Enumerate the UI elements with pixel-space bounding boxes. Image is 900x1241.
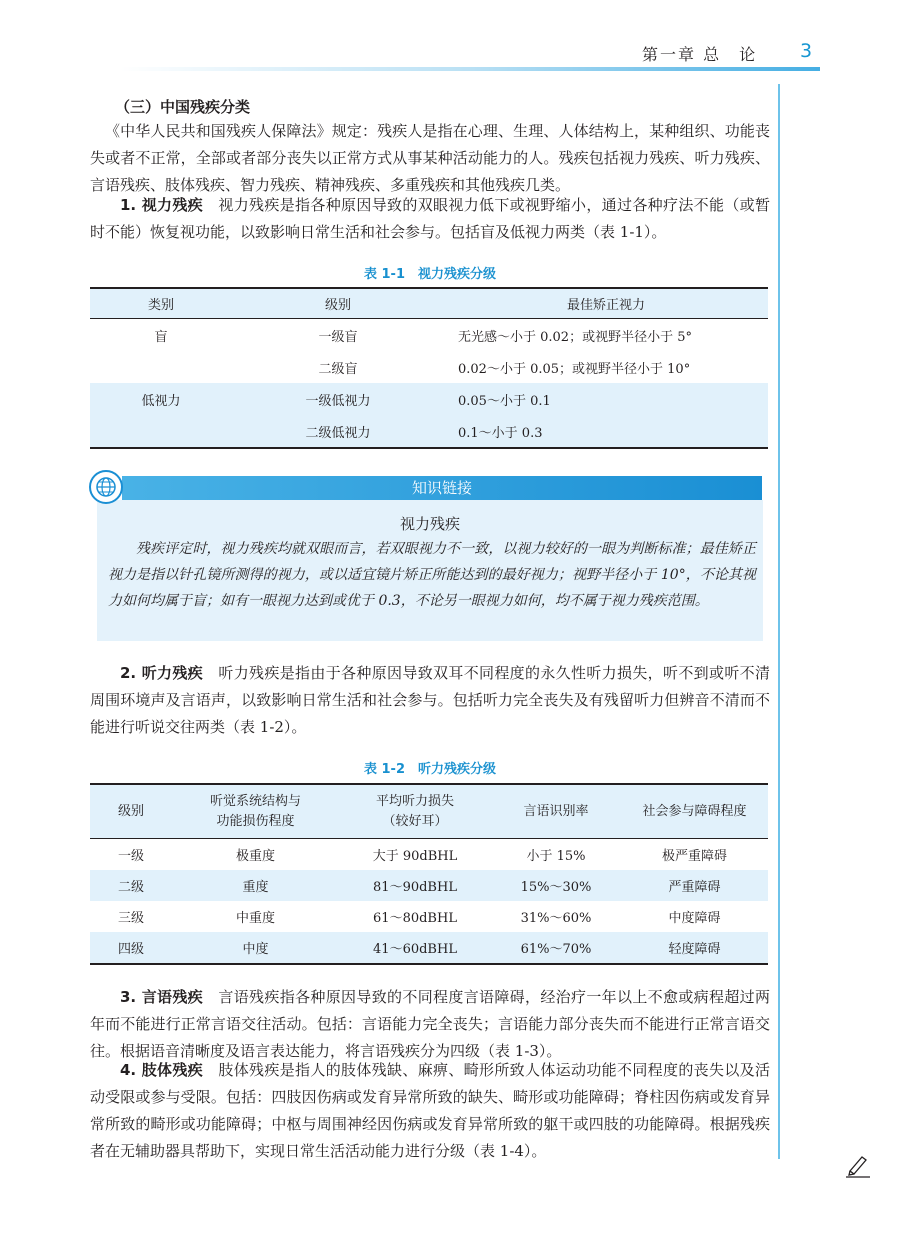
speech-text: 言语残疾指各种原因导致的不同程度言语障碍，经治疗一年以上不愈或病程超过两年而不能进行正常言语交往活动。包括：言语能力完全丧失；言语能力部分丧失而不能进行正常言语交往。根据语音清晰度及语言表达能力，将言语残疾分为四级（表 1-3）。 (90, 988, 770, 1060)
intro-paragraph: 《中华人民共和国残疾人保障法》规定：残疾人是指在心理、生理、人体结构上，某种组织、功能丧失或者不正常，全部或者部分丧失以正常方式从事某种活动能力的人。残疾包括视力残疾、听力残疾、言语残疾、肢体残疾、智力残疾、精神残疾、多重残疾和其他残疾几类。 (90, 122, 770, 194)
table1-cell-grade: 二级低视力 (232, 415, 444, 448)
table2-cell-structure: 极重度 (235, 849, 275, 864)
table2-header-loss-line1: 平均听力损失 (375, 793, 454, 809)
table1-cell-grade: 二级盲 (318, 361, 358, 377)
table2-cell-grade: 二级 (90, 870, 172, 901)
table2-header-recognition: 言语识别率 (491, 784, 621, 839)
speech-paragraph (90, 984, 770, 1065)
table2-cell-recognition: 61%～70% (491, 932, 621, 964)
table2-cell-structure: 中度 (172, 932, 339, 964)
table2-cell-loss: 大于 90dBHL (372, 849, 458, 864)
table2-cell-participation: 极严重障碍 (661, 849, 727, 864)
table1-cell-category: 盲 (154, 329, 168, 345)
table-row (90, 415, 768, 448)
table2-cell-grade: 三级 (117, 911, 144, 926)
limb-text: 肢体残疾是指人的肢体残缺、麻痹、畸形所致人体运动功能不同程度的丧失以及活动受限或参与受限。包括：四肢因伤病或发育异常所致的缺失、畸形或功能障碍；脊柱因伤病或发育异常所致的畸形或功能障碍；中枢与周围神经因伤病或发育异常所致的躯干或四肢的功能障碍。根据残疾者在无辅助器具帮助下，实现日常生活活动能力进行分级（表 1-4）。 (90, 1061, 770, 1160)
table2-cell-recognition: 小于 15% (526, 849, 586, 864)
knowledge-title: 视力残疾 (399, 515, 460, 533)
pen-note-icon (843, 1150, 873, 1180)
table2-header-structure-line2: 功能损伤程度 (216, 813, 295, 829)
table2-cell-recognition: 31%～60% (520, 911, 592, 926)
page-number: 3 (800, 40, 813, 62)
table1-cell-vision: 0.1～小于 0.3 (444, 415, 768, 448)
table2-cell-loss: 61～80dBHL (373, 911, 457, 926)
table2-cell-grade: 一级 (117, 849, 144, 864)
table1-cell-category (90, 415, 232, 448)
table2-cell-recognition: 15%～30% (491, 870, 621, 901)
table-row (90, 839, 768, 871)
table2-cell-participation: 轻度障碍 (621, 932, 768, 964)
table2-header-participation: 社会参与障碍程度 (621, 784, 768, 839)
table1-cell-vision: 无光感～小于 0.02；或视野半径小于 5° (458, 329, 692, 345)
table1-cell-vision: 0.02～小于 0.05；或视野半径小于 10° (458, 361, 691, 377)
table2-header-structure-line1: 听觉系统结构与 (209, 793, 301, 809)
table2-cell-structure: 重度 (172, 870, 339, 901)
table2-caption: 表 1-2 听力残疾分级 (363, 762, 496, 777)
table-row (90, 870, 768, 901)
table-row (90, 351, 768, 383)
limb-paragraph (90, 1057, 770, 1165)
table1-header-category: 类别 (90, 288, 232, 319)
hearing-label: 2. 听力残疾 (120, 664, 204, 682)
table2-cell-structure: 中重度 (235, 911, 275, 926)
chapter-title: 第一章 总 论 (642, 45, 758, 64)
vision-label: 1. 视力残疾 (120, 196, 204, 214)
table2-cell-participation: 严重障碍 (621, 870, 768, 901)
vision-paragraph (90, 192, 770, 246)
hearing-table (90, 783, 768, 965)
table1-cell-category (90, 351, 232, 383)
knowledge-text: 残疾评定时，视力残疾均就双眼而言，若双眼视力不一致，以视力较好的一眼为判断标准；最佳矫正视力是指以针孔镜所测得的视力，或以适宜镜片矫正所能达到的最好视力；视野半径小于 10°，不论其视力如何均属于盲；如有一眼视力达到或优于 0.3，不论另一眼视力如何，均不属于视力残疾范围。 (108, 541, 756, 609)
table1-cell-grade: 一级低视力 (232, 383, 444, 415)
table1-header-vision: 最佳矫正视力 (444, 288, 768, 319)
table2-cell-grade: 四级 (90, 932, 172, 964)
header-rule (120, 67, 820, 71)
section-heading: （三）中国残疾分类 (115, 98, 251, 116)
table-row (90, 932, 768, 964)
table-row (90, 319, 768, 352)
hearing-text: 听力残疾是指由于各种原因导致双耳不同程度的永久性听力损失，听不到或听不清周围环境声及言语声，以致影响日常生活和社会参与。包括听力完全丧失及有残留听力但辨音不清而不能进行听说交往两类（表 1-2）。 (90, 664, 770, 736)
limb-label: 4. 肢体残疾 (120, 1061, 204, 1079)
table2-header-loss-line2: （较好耳） (382, 813, 448, 829)
knowledge-bar-title: 知识链接 (122, 476, 762, 500)
table-row (90, 901, 768, 932)
margin-rule (778, 84, 780, 1159)
speech-label: 3. 言语残疾 (120, 988, 204, 1006)
table1-cell-vision: 0.05～小于 0.1 (444, 383, 768, 415)
table1-cell-category: 低视力 (90, 383, 232, 415)
table2-header-loss (339, 784, 491, 839)
globe-icon (89, 470, 123, 504)
table1-caption: 表 1-1 视力残疾分级 (363, 267, 496, 282)
hearing-paragraph (90, 660, 770, 741)
table1-header-grade: 级别 (232, 288, 444, 319)
table2-cell-loss: 81～90dBHL (339, 870, 491, 901)
table2-header-grade: 级别 (90, 784, 172, 839)
table2-header-structure (172, 784, 339, 839)
vision-text: 视力残疾是指各种原因导致的双眼视力低下或视野缩小，通过各种疗法不能（或暂时不能）恢复视功能，以致影响日常生活和社会参与。包括盲及低视力两类（表 1-1）。 (90, 196, 770, 241)
table2-cell-participation: 中度障碍 (668, 911, 721, 926)
vision-table (90, 287, 768, 449)
table1-cell-grade: 一级盲 (318, 329, 358, 345)
table-row (90, 383, 768, 415)
table2-cell-loss: 41～60dBHL (339, 932, 491, 964)
